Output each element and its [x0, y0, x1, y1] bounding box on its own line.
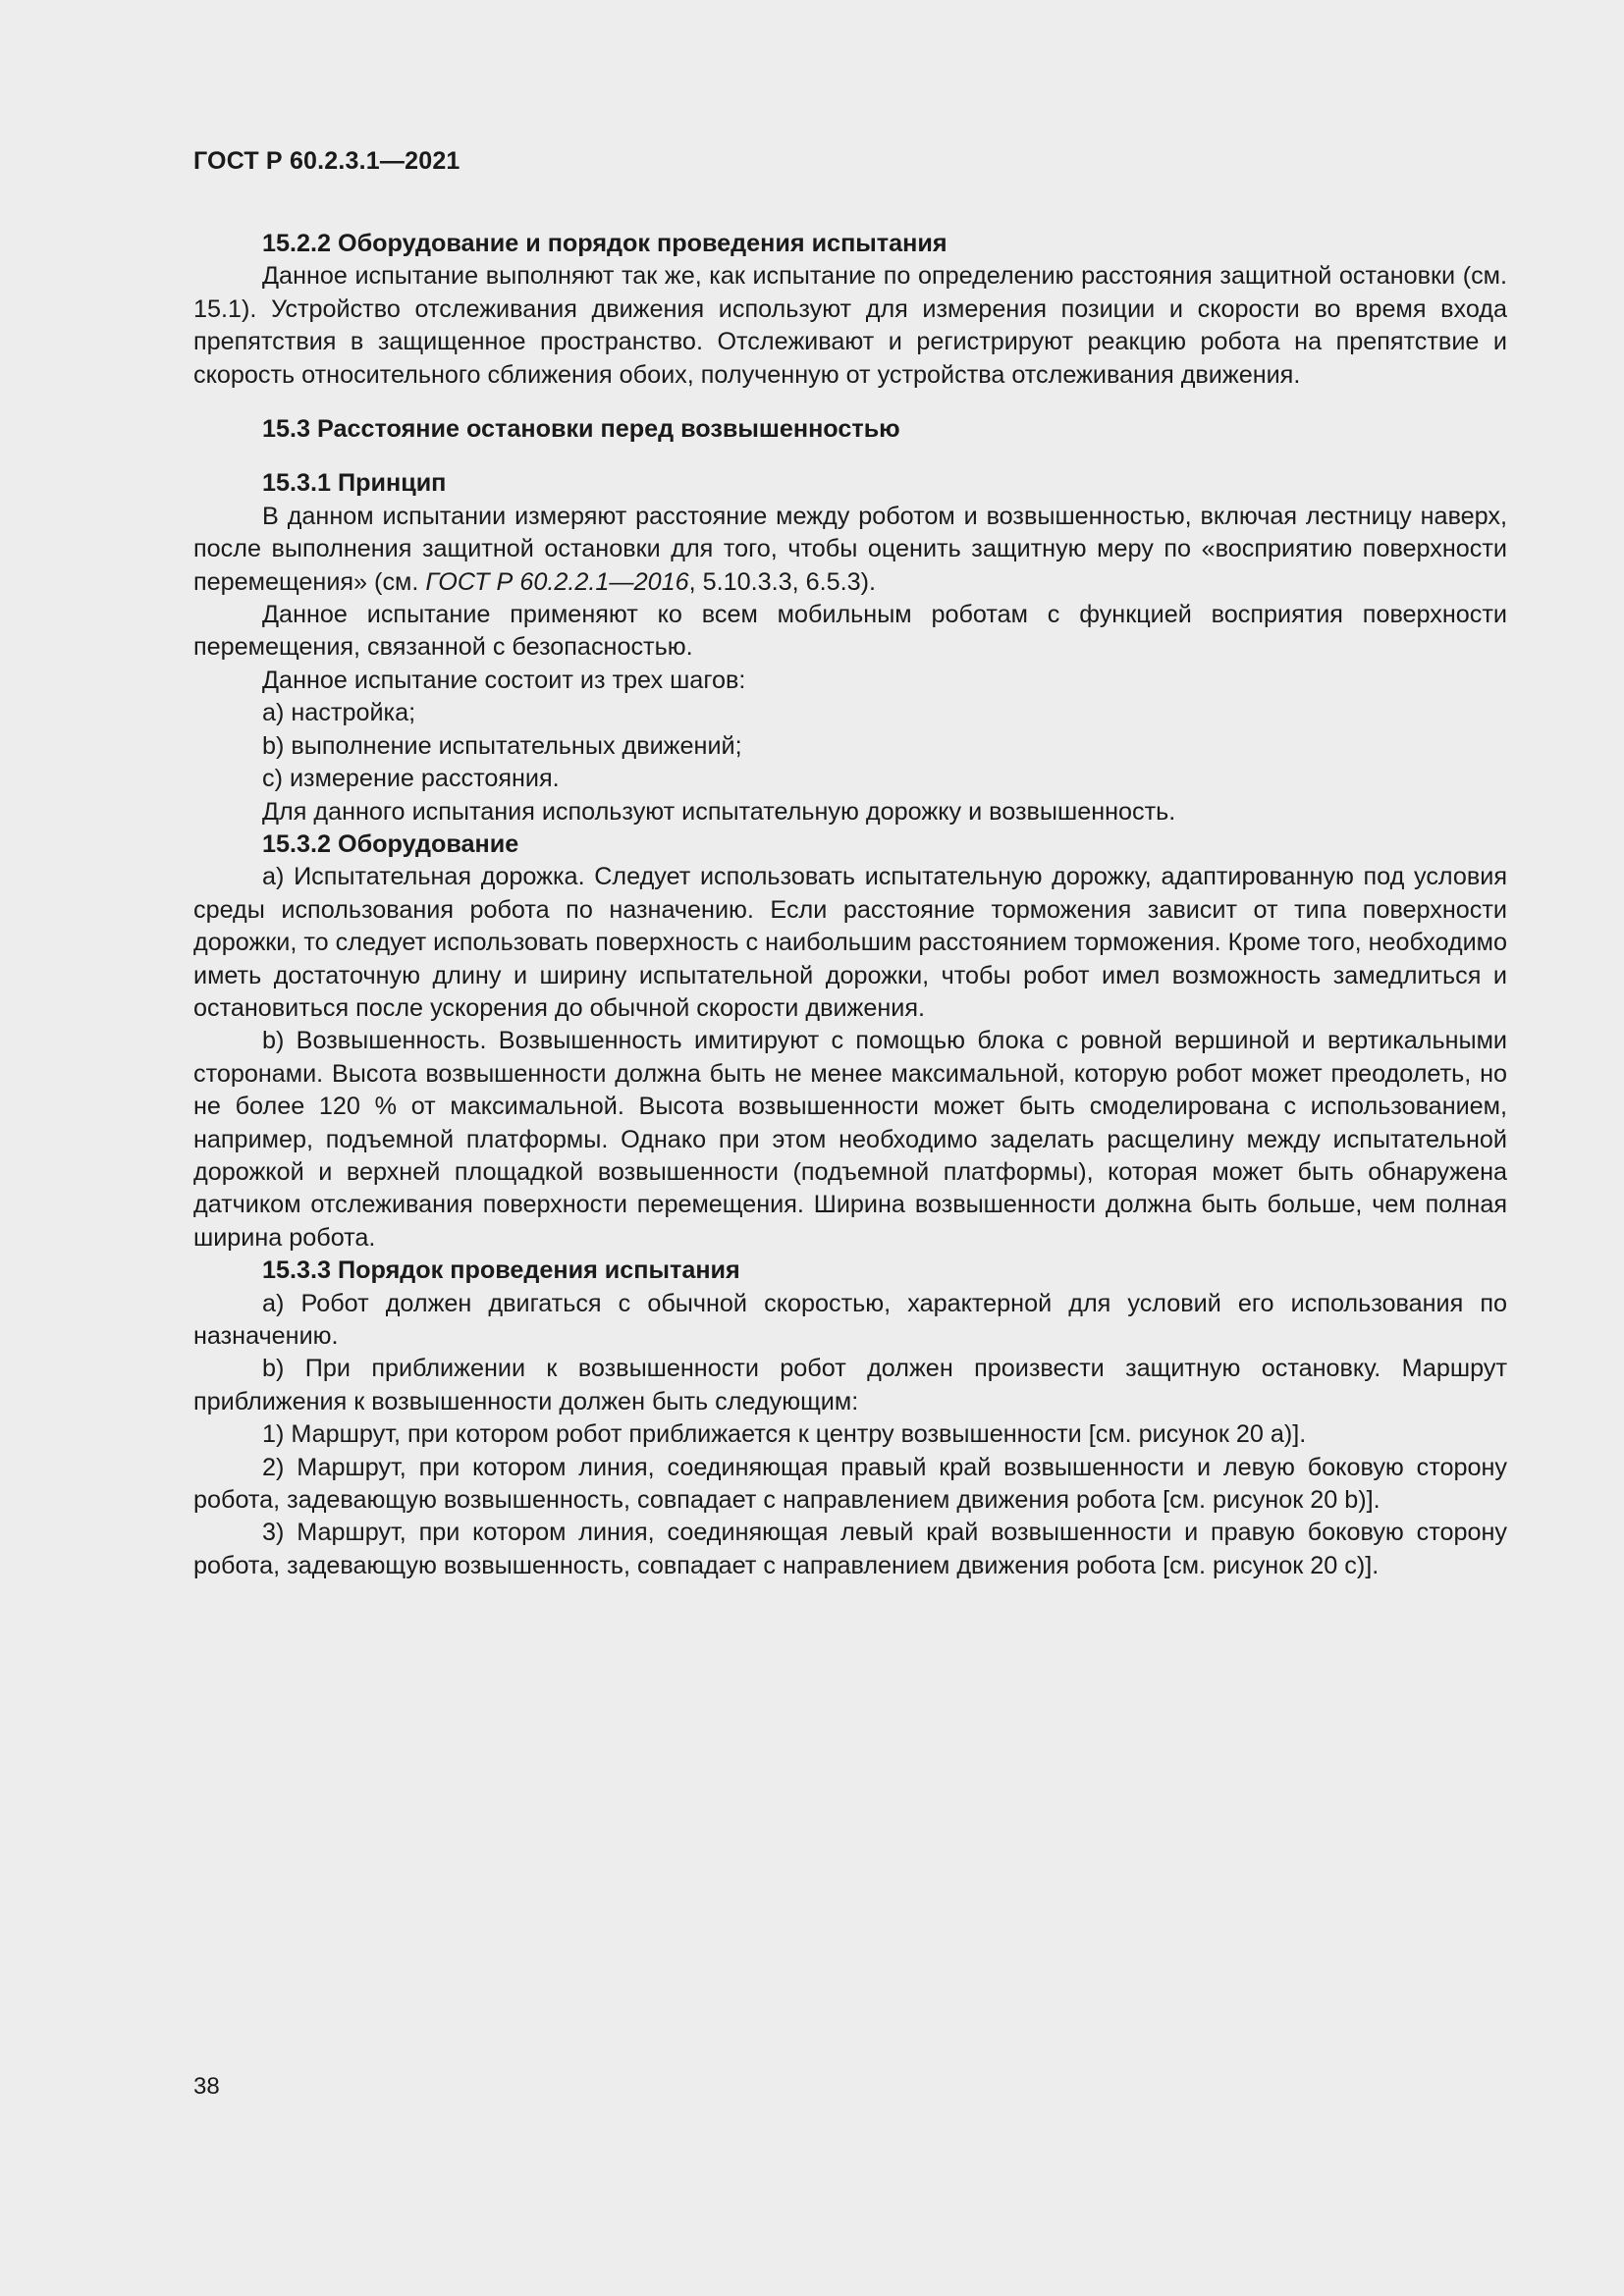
page-number: 38: [193, 2073, 220, 2100]
paragraph: b) При приближении к возвышенности робот должен произвести защитную остановку. Маршрут приближения к возвышенности должен быть следующим:: [193, 1355, 1507, 1415]
document-header: ГОСТ Р 60.2.3.1—2021: [193, 147, 460, 175]
paragraph: a) Робот должен двигаться с обычной скоростью, характерной для условий его использования по назначению.: [193, 1289, 1507, 1350]
paragraph: a) Испытательная дорожка. Следует использовать испытательную дорожку, адаптированную под условия среды использования робота по назначению. Если расстояние торможения зависит от типа поверхности дорожки, то следует использовать поверхность с наибольшим расстоянием торможения. Кроме того, необходимо иметь достаточную длину и ширину испытательной дорожки, чтобы робот имел возможность замедлиться и остановиться после ускорения до обычной скорости движения.: [193, 863, 1507, 1022]
paragraph: Данное испытание выполняют так же, как испытание по определению расстояния защитной остановки (см. 15.1). Устройство отслеживания движения используют для измерения позиции и скорости во время входа препятствия в защищенное пространство. Отслеживают и регистрируют реакцию робота на препятствие и скорость относительного сближения обоих, полученную от устройства отслеживания движения.: [193, 262, 1507, 389]
paragraph: Данное испытание применяют ко всем мобильным роботам с функцией восприятия поверхности перемещения, связанной с безопасностью.: [193, 601, 1507, 662]
list-item: c) измерение расстояния.: [262, 765, 560, 793]
list-item: a) настройка;: [262, 699, 416, 727]
paragraph: b) Возвышенность. Возвышенность имитируют с помощью блока с ровной вершиной и вертикальными сторонами. Высота возвышенности должна быть не менее максимальной, которую робот может преодолеть, но не более 120 % от максимальной. Высота возвышенности может быть смоделирована с использованием, например, подъемной платформы. Однако при этом необходимо заделать расщелину между испытательной дорожкой и верхней площадкой возвышенности (подъемной платформы), которая может быть обнаружена датчиком отслеживания поверхности перемещения. Ширина возвышенности должна быть больше, чем полная ширина робота.: [193, 1027, 1507, 1252]
heading-15-2-2: 15.2.2 Оборудование и порядок проведения испытания: [262, 230, 947, 257]
heading-15-3-1: 15.3.1 Принцип: [262, 469, 447, 498]
paragraph: [193, 501, 1507, 599]
paragraph-text: В данном испытании измеряют расстояние между роботом и возвышенностью, включая лестницу наверх, после выполнения защитной остановки для того, чтобы оценить защитную меру по «восприятию поверхности перемещения» (см.: [193, 502, 1507, 596]
heading-15-3: 15.3 Расстояние остановки перед возвышенностью: [262, 415, 900, 444]
list-item: 3) Маршрут, при котором линия, соединяющая левый край возвышенности и правую боковую сторону робота, задевающую возвышенность, совпадает с направлением движения робота [см. рисунок 20 c)].: [193, 1519, 1507, 1579]
heading-15-3-2: 15.3.2 Оборудование: [262, 829, 519, 858]
document-body: [193, 228, 1507, 1582]
standard-reference: ГОСТ Р 60.2.2.1—2016: [425, 567, 689, 596]
heading-15-3-3: 15.3.3 Порядок проведения испытания: [262, 1256, 740, 1285]
paragraph: Для данного испытания используют испытательную дорожку и возвышенность.: [262, 797, 1176, 826]
paragraph: Данное испытание состоит из трех шагов:: [262, 666, 746, 694]
paragraph-text: , 5.10.3.3, 6.5.3).: [688, 567, 877, 596]
list-item: 2) Маршрут, при котором линия, соединяющая правый край возвышенности и левую боковую сторону робота, задевающую возвышенность, совпадает с направлением движения робота [см. рисунок 20 b)].: [193, 1453, 1507, 1515]
list-item: 1) Маршрут, при котором робот приближается к центру возвышенности [см. рисунок 20 a)].: [262, 1420, 1307, 1449]
list-item: b) выполнение испытательных движений;: [262, 731, 742, 760]
